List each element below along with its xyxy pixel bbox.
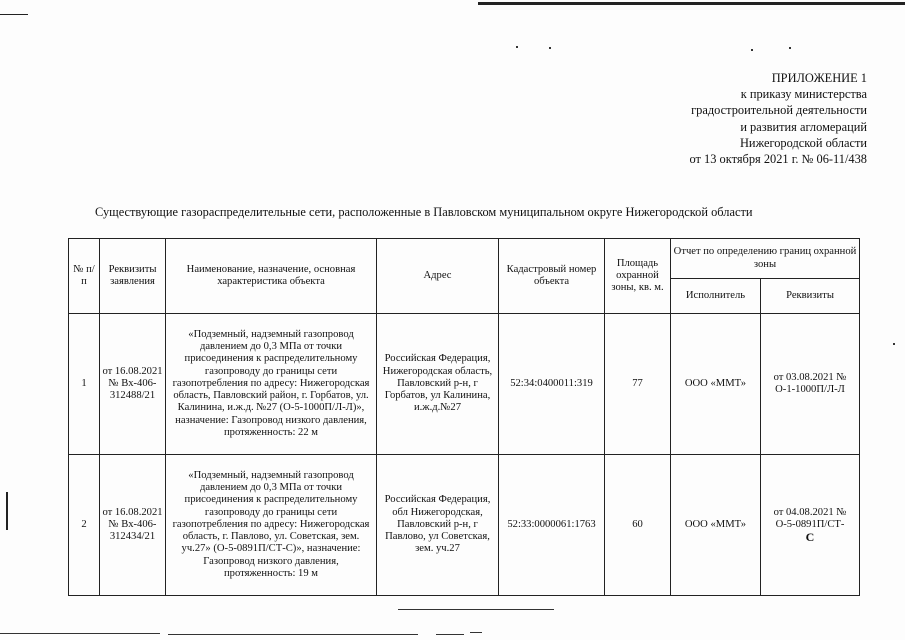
row-requisites: от 16.08.2021 № Вх-406-312434/21 bbox=[100, 455, 166, 596]
header-area: Площадь охранной зоны, кв. м. bbox=[605, 239, 671, 314]
appendix-header bbox=[567, 70, 867, 167]
scan-dot bbox=[893, 343, 895, 345]
table-row bbox=[69, 314, 860, 455]
bottom-rule bbox=[168, 634, 418, 635]
row-address: Российская Федерация, Нижегородская область, Павловский р-н, г Горбатов, ул Калинина, и.ж.д.№27 bbox=[377, 314, 499, 455]
row-executor: ООО «ММТ» bbox=[671, 314, 761, 455]
appendix-line: градостроительной деятельности bbox=[691, 103, 867, 118]
appendix-line: Нижегородской области bbox=[739, 135, 867, 150]
header-requisites: Реквизиты заявления bbox=[100, 239, 166, 314]
row-report-requisites bbox=[761, 314, 860, 455]
gas-network-table bbox=[68, 238, 860, 596]
row-cadastral: 52:34:0400011:319 bbox=[499, 314, 605, 455]
row-requisites: от 16.08.2021 № Вх-406-312488/21 bbox=[100, 314, 166, 455]
header-num: № п/п bbox=[69, 239, 100, 314]
header-address: Адрес bbox=[377, 239, 499, 314]
bottom-rule bbox=[398, 609, 554, 610]
appendix-line: и развития агломераций bbox=[740, 119, 867, 134]
scan-edge-top-left bbox=[0, 14, 28, 15]
scan-dot bbox=[751, 49, 753, 51]
row-address: Российская Федерация, обл Нижегородская, Павловский р-н, г Павлово, ул Советская, зем. уч.27 bbox=[377, 455, 499, 596]
header-cadastral: Кадастровый номер объекта bbox=[499, 239, 605, 314]
header-name: Наименование, назначение, основная характеристика объекта bbox=[166, 239, 377, 314]
row-executor: ООО «ММТ» bbox=[671, 455, 761, 596]
scan-dot bbox=[789, 47, 791, 49]
row-object-name: «Подземный, надземный газопровод давлением до 0,3 МПа от точки присоединения к распределительному газопроводу до границы сети газопотребления по адресу: Нижегородская область, Павловский район, г. Горбатов, ул. Калинина, и.ж.д. №27 (О-5-1000П/Л-Л)», назначение: Газопровод низкого давления, протяженность: 22 м bbox=[166, 314, 377, 455]
appendix-line: от 13 октября 2021 г. № 06-11/438 bbox=[689, 152, 867, 167]
scan-dot bbox=[516, 46, 518, 48]
row-area: 60 bbox=[605, 455, 671, 596]
row-num: 1 bbox=[69, 314, 100, 455]
header-report: Отчет по определению границ охранной зоны bbox=[671, 239, 860, 279]
bottom-rule bbox=[470, 632, 482, 633]
row-object-name: «Подземный, надземный газопровод давлением до 0,3 МПа от точки присоединения к распределительному газопроводу до границы сети газопотребления по адресу: Нижегородская область, г. Павлово, ул. Советская, зем. уч.27» (О-5-0891П/СТ-С)», назначение: Газопровод низкого давления, протяженность: 19 м bbox=[166, 455, 377, 596]
row-area: 77 bbox=[605, 314, 671, 455]
row-num: 2 bbox=[69, 455, 100, 596]
scan-dot bbox=[549, 47, 551, 49]
bottom-rule bbox=[436, 634, 464, 635]
scan-mark-left bbox=[6, 492, 8, 530]
report-requisites-tail: С bbox=[805, 530, 815, 545]
report-requisites-text: от 04.08.2021 № О-5-0891П/СТ- bbox=[773, 506, 847, 530]
header-report-requisites: Реквизиты bbox=[761, 279, 860, 314]
bottom-rule bbox=[0, 633, 160, 634]
table-row bbox=[69, 455, 860, 596]
row-report-requisites bbox=[761, 455, 860, 596]
header-executor: Исполнитель bbox=[671, 279, 761, 314]
row-cadastral: 52:33:0000061:1763 bbox=[499, 455, 605, 596]
scan-edge-top-right bbox=[478, 2, 905, 5]
appendix-line: ПРИЛОЖЕНИЕ 1 bbox=[771, 71, 867, 85]
report-requisites-text: от 03.08.2021 № О-1-1000П/Л-Л bbox=[773, 371, 847, 395]
appendix-line: к приказу министерства bbox=[740, 87, 867, 102]
document-title: Существующие газораспределительные сети, расположенные в Павловском муниципальном округе Нижегородской области bbox=[95, 205, 753, 219]
